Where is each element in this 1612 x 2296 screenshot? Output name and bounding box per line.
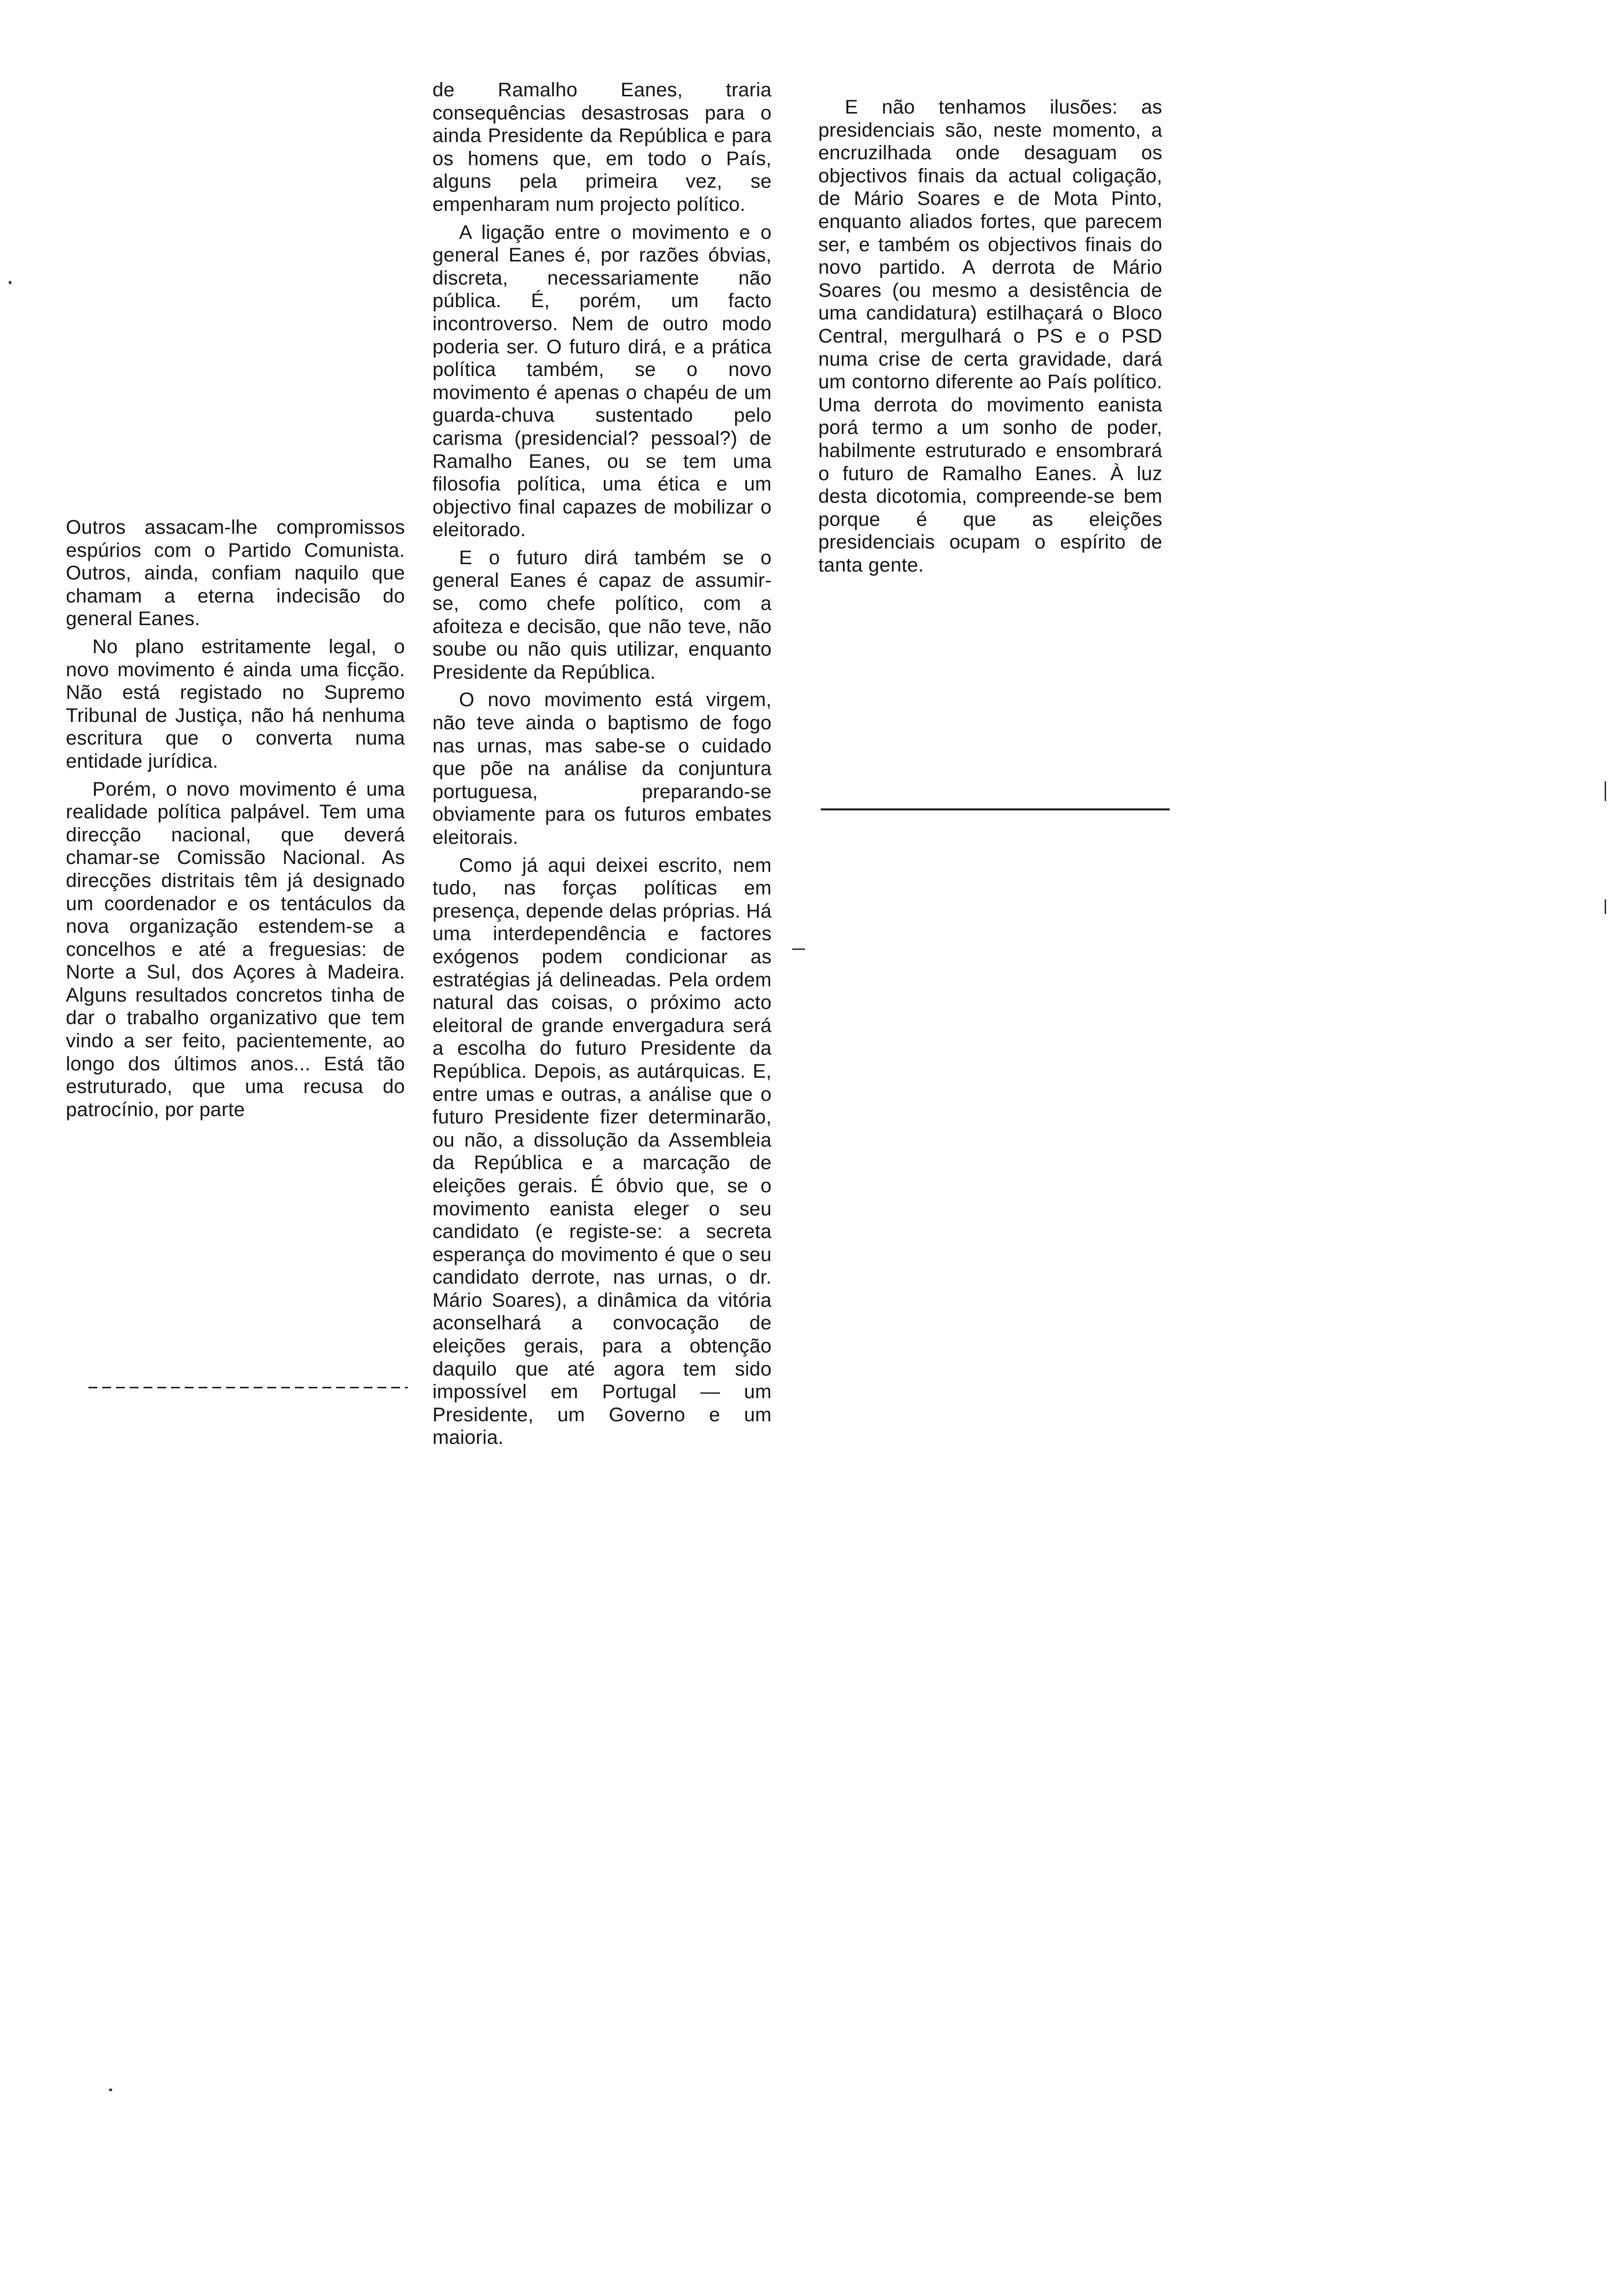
column-end-rule bbox=[88, 1387, 408, 1388]
column-middle bbox=[432, 79, 772, 1454]
scan-speck bbox=[109, 2089, 112, 2091]
paragraph: E o futuro dirá também se o general Eanes é capaz de assumir-se, como chefe político, com a afoiteza e decisão, que não teve, não soube ou não quis utilizar, enquanto Presidente da República. bbox=[432, 546, 772, 683]
paragraph: O novo movimento está virgem, não teve ainda o baptismo de fogo nas urnas, mas sabe-se o cuidado que põe na análise da conjuntura portuguesa, preparando-se obviamente para os futuros embates eleitorais. bbox=[432, 689, 772, 848]
column-right bbox=[818, 96, 1162, 581]
column-left bbox=[66, 516, 405, 1126]
paragraph: Outros assacam-lhe compromissos espúrios com o Partido Comunista. Outros, ainda, confiam naquilo que chamam a eterna indecisão do general Eanes. bbox=[66, 517, 405, 630]
paragraph: de Ramalho Eanes, traria consequências desastrosas para o ainda Presidente da República e para os homens que, em todo o País, alguns pela primeira vez, se empenharam num projecto político. bbox=[432, 79, 772, 215]
scan-speck bbox=[792, 948, 805, 950]
scan-speck bbox=[9, 281, 11, 284]
paragraph: Porém, o novo movimento é uma realidade política palpável. Tem uma direcção nacional, que deverá chamar-se Comissão Nacional. As direcções distritais têm já designado um coordenador e os tentáculos da nova organização estendem-se a concelhos e até a freguesias: de Norte a Sul, dos Açores à Madeira. Alguns resultados concretos tinha de dar o trabalho organizativo que tem vindo a ser feito, pacientemente, ao longo dos últimos anos... Está tão estruturado, que uma recusa do patrocínio, por parte bbox=[66, 778, 405, 1120]
paragraph: E não tenhamos ilusões: as presidenciais são, neste momento, a encruzilhada onde desaguam os objectivos finais da actual coligação, de Mário Soares e de Mota Pinto, enquanto aliados fortes, que parecem ser, e também os objectivos finais do novo partido. A derrota de Mário Soares (ou mesmo a desistência de uma candidatura) estilhaçará o Bloco Central, mergulhará o PS e o PSD numa crise de certa gravidade, dará um contorno diferente ao País político. Uma derrota do movimento eanista porá termo a um sonho de poder, habilmente estruturado e ensombrará o futuro de Ramalho Eanes. À luz desta dicotomia, compreende-se bem porque é que as eleições presidenciais ocupam o espírito de tanta gente. bbox=[818, 96, 1162, 576]
paragraph: A ligação entre o movimento e o general Eanes é, por razões óbvias, discreta, necessariamente não pública. É, porém, um facto incontroverso. Nem de outro modo poderia ser. O futuro dirá, e a prática política também, se o novo movimento é apenas o chapéu de um guarda-chuva sustentado pelo carisma (presidencial? pessoal?) de Ramalho Eanes, ou se tem uma filosofia política, uma ética e um objectivo final capazes de mobilizar o eleitorado. bbox=[432, 221, 772, 541]
column-end-rule bbox=[821, 808, 1170, 810]
paragraph: Como já aqui deixei escrito, nem tudo, nas forças políticas em presença, depende delas próprias. Há uma interdependência e factores exógenos podem condicionar as estratégias já delineadas. Pela ordem natural das coisas, o próximo acto eleitoral de grande envergadura será a escolha do futuro Presidente da República. Depois, as autárquicas. E, entre umas e outras, a análise que o futuro Presidente fizer determinarão, ou não, a dissolução da Assembleia da República e a marcação de eleições gerais. É óbvio que, se o movimento eanista eleger o seu candidato (e registe-se: a secreta esperança do movimento é que o seu candidato derrote, nas urnas, o dr. Mário Soares), a dinâmica da vitória aconselhará a convocação de eleições gerais, para a obtenção daquilo que até agora tem sido impossível em Portugal — um Presidente, um Governo e um maioria. bbox=[432, 854, 772, 1449]
scan-speck bbox=[1605, 899, 1606, 914]
paragraph: No plano estritamente legal, o novo movimento é ainda uma ficção. Não está registado no Supremo Tribunal de Justiça, não há nenhuma escritura que o converta numa entidade jurídica. bbox=[66, 635, 405, 772]
scan-speck bbox=[1605, 781, 1606, 801]
